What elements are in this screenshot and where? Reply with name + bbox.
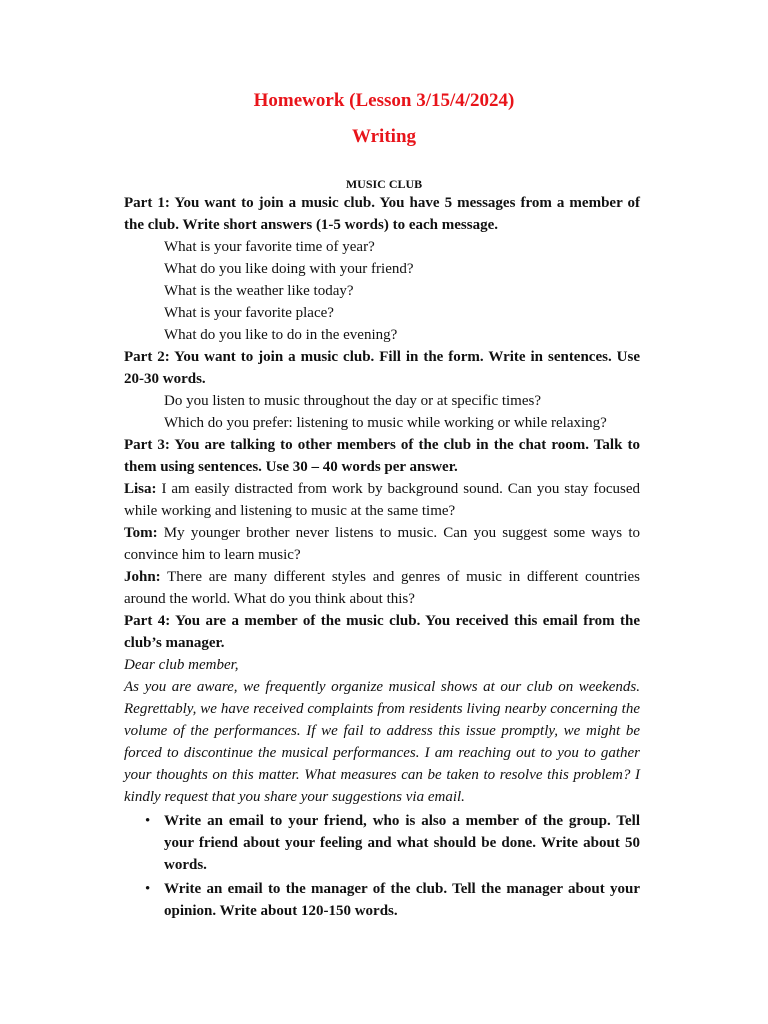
task-list bbox=[124, 810, 640, 922]
chat-message: There are many different styles and genres of music in different countries around the world. What do you think about this? bbox=[124, 569, 640, 607]
document-content bbox=[124, 192, 640, 922]
chat-message: I am easily distracted from work by background sound. Can you stay focused while working and listening to music at the same time? bbox=[124, 481, 640, 519]
chat-line-john bbox=[124, 566, 640, 610]
section-label: MUSIC CLUB bbox=[345, 177, 423, 191]
part2-heading: Part 2: You want to join a music club. Fill in the form. Write in sentences. Use 20-30 words. bbox=[124, 349, 640, 387]
part1-question: What do you like doing with your friend? bbox=[164, 261, 414, 277]
part1-question: What is your favorite time of year? bbox=[164, 239, 375, 255]
page-subtitle: Writing bbox=[351, 126, 417, 147]
email-greeting: Dear club member, bbox=[124, 657, 239, 673]
page-title: Homework (Lesson 3/15/4/2024) bbox=[253, 90, 515, 111]
speaker-name: Lisa: bbox=[124, 481, 157, 497]
chat-line-tom bbox=[124, 522, 640, 566]
task-item bbox=[124, 878, 640, 922]
part2-question: Do you listen to music throughout the day or at specific times? bbox=[164, 393, 542, 409]
task-item bbox=[124, 810, 640, 876]
part1-heading: Part 1: You want to join a music club. You have 5 messages from a member of the club. Write short answers (1-5 words) to each message. bbox=[124, 195, 640, 233]
chat-message: My younger brother never listens to music. Can you suggest some ways to convince him to learn music? bbox=[124, 525, 640, 563]
speaker-name: John: bbox=[124, 569, 161, 585]
part1-question: What is your favorite place? bbox=[164, 305, 334, 321]
part3-heading: Part 3: You are talking to other members of the club in the chat room. Talk to them using sentences. Use 30 – 40 words per answer. bbox=[124, 437, 640, 475]
chat-line-lisa bbox=[124, 478, 640, 522]
speaker-name: Tom: bbox=[124, 525, 158, 541]
part4-heading: Part 4: You are a member of the music club. You received this email from the club’s manager. bbox=[124, 613, 640, 651]
part1-question: What is the weather like today? bbox=[164, 283, 354, 299]
email-body: As you are aware, we frequently organize musical shows at our club on weekends. Regrettably, we have received complaints from residents living nearby concerning the volume of the performances. If we fail to address this issue promptly, we might be forced to discontinue the musical performances. I am reaching out to you to gather your thoughts on this matter. What measures can be taken to resolve this problem? I kindly request that you share your suggestions via email. bbox=[124, 679, 640, 805]
bullet-icon: • bbox=[145, 813, 151, 829]
part2-question: Which do you prefer: listening to music while working or while relaxing? bbox=[164, 415, 607, 431]
task-text: Write an email to the manager of the club. Tell the manager about your opinion. Write about 120-150 words. bbox=[164, 881, 640, 919]
bullet-icon: • bbox=[145, 881, 151, 897]
part1-question: What do you like to do in the evening? bbox=[164, 327, 398, 343]
task-text: Write an email to your friend, who is also a member of the group. Tell your friend about your feeling and what should be done. Write about 50 words. bbox=[164, 813, 640, 873]
